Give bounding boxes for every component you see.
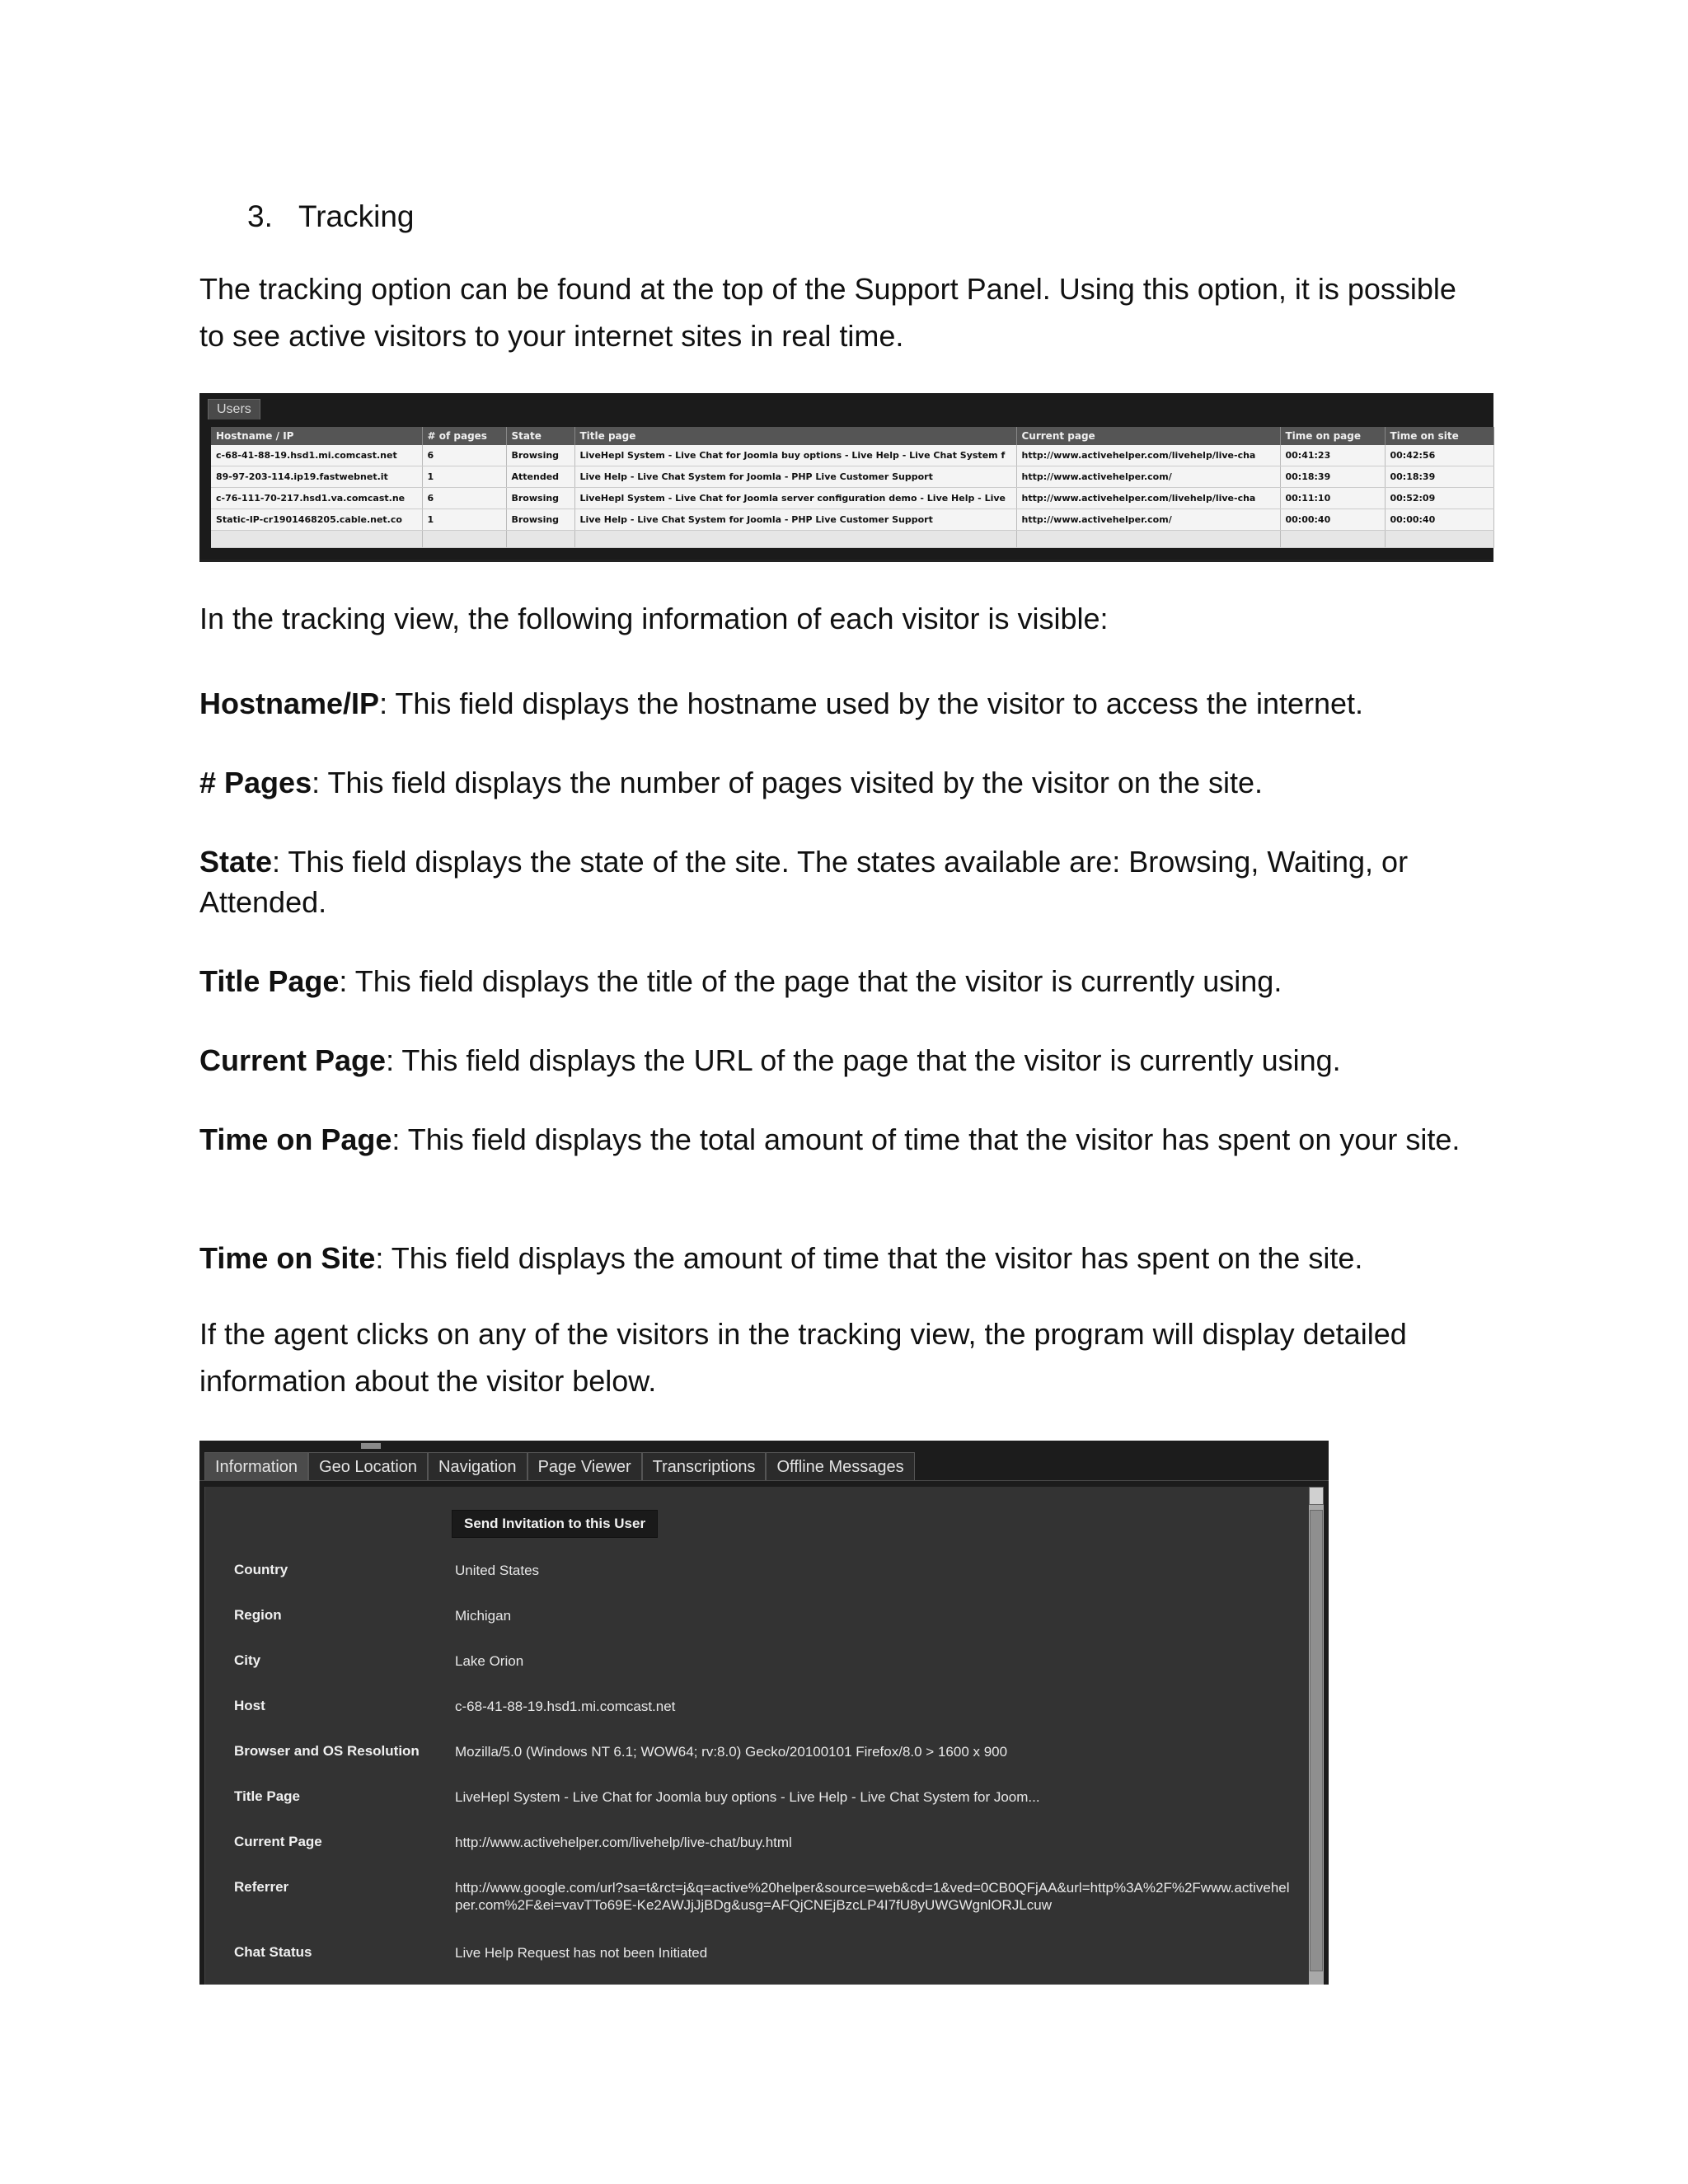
cell-hostname: c-68-41-88-19.hsd1.mi.comcast.net [211, 445, 422, 466]
value-host: c-68-41-88-19.hsd1.mi.comcast.net [455, 1699, 676, 1714]
users-table [211, 427, 1494, 548]
label-title-page: Title Page [234, 1788, 300, 1804]
cell-hostname: Static-IP-cr1901468205.cable.net.co [211, 509, 422, 531]
definition-term: Current Page [199, 1043, 387, 1077]
cell-state: Browsing [506, 509, 574, 531]
label-region: Region [234, 1607, 282, 1623]
table-row[interactable] [211, 488, 1493, 509]
visitor-details-panel [199, 1441, 1329, 1985]
users-tab[interactable]: Users [208, 399, 260, 419]
definition-text: : This field displays the URL of the page that the visitor is currently using. [386, 1043, 1341, 1077]
col-pages[interactable]: # of pages [422, 427, 506, 445]
cell-pages: 6 [422, 488, 506, 509]
section-heading [247, 199, 415, 234]
label-host: Host [234, 1698, 265, 1713]
table-row[interactable] [211, 445, 1493, 466]
cell-time-on-page: 00:11:10 [1280, 488, 1385, 509]
tab-navigation[interactable]: Navigation [428, 1452, 528, 1481]
definition-time-on-page [199, 1119, 1485, 1160]
table-row[interactable] [211, 509, 1493, 531]
cell-hostname: c-76-111-70-217.hsd1.va.comcast.ne [211, 488, 422, 509]
col-title-page[interactable]: Title page [574, 427, 1016, 445]
definition-hostname [199, 683, 1485, 724]
scroll-thumb[interactable] [1310, 1510, 1323, 1971]
cell-title-page: Live Help - Live Chat System for Joomla - PHP Live Customer Support [574, 509, 1016, 531]
table-row-empty [211, 531, 1493, 548]
tab-information[interactable]: Information [204, 1452, 308, 1481]
tab-page-viewer[interactable]: Page Viewer [528, 1452, 642, 1481]
definition-title-page [199, 961, 1485, 1001]
tab-transcriptions[interactable]: Transcriptions [642, 1452, 767, 1481]
tab-offline-messages[interactable]: Offline Messages [766, 1452, 914, 1481]
definition-term: # Pages [199, 766, 312, 799]
cell-state: Browsing [506, 488, 574, 509]
definition-text: : This field displays the number of pages visited by the visitor on the site. [312, 766, 1264, 799]
value-title-page: LiveHepl System - Live Chat for Joomla buy options - Live Help - Live Chat System for Joom... [455, 1789, 1040, 1805]
cell-current-page: http://www.activehelper.com/ [1016, 509, 1280, 531]
col-hostname[interactable]: Hostname / IP [211, 427, 422, 445]
value-chat-status: Live Help Request has not been Initiated [455, 1945, 708, 1961]
cell-time-on-page: 00:18:39 [1280, 466, 1385, 488]
information-body [204, 1487, 1310, 1985]
label-browser-os: Browser and OS Resolution [234, 1743, 420, 1759]
definition-state [199, 841, 1485, 922]
scroll-up-arrow[interactable] [1309, 1487, 1324, 1505]
definition-term: Time on Page [199, 1122, 392, 1156]
details-tabs [204, 1452, 915, 1480]
cell-current-page: http://www.activehelper.com/ [1016, 466, 1280, 488]
cell-state: Browsing [506, 445, 574, 466]
definition-pages [199, 762, 1485, 803]
definition-text: : This field displays the amount of time that the visitor has spent on the site. [375, 1241, 1363, 1275]
users-table-header [211, 427, 1493, 445]
click-note: If the agent clicks on any of the visitors in the tracking view, the program will display detailed information about the visitor below. [199, 1317, 1407, 1398]
cell-current-page: http://www.activehelper.com/livehelp/live-cha [1016, 445, 1280, 466]
col-current-page[interactable]: Current page [1016, 427, 1280, 445]
definition-text: : This field displays the title of the page that the visitor is currently using. [339, 964, 1282, 998]
cell-pages: 6 [422, 445, 506, 466]
view-intro: In the tracking view, the following information of each visitor is visible: [199, 602, 1109, 635]
cell-time-on-site: 00:52:09 [1385, 488, 1493, 509]
cell-current-page: http://www.activehelper.com/livehelp/live-cha [1016, 488, 1280, 509]
intro-paragraph: The tracking option can be found at the top of the Support Panel. Using this option, it is possible to see active visitors to your internet sites in real time. [199, 272, 1456, 353]
label-current-page: Current Page [234, 1834, 322, 1849]
value-browser-os: Mozilla/5.0 (Windows NT 6.1; WOW64; rv:8.0) Gecko/20100101 Firefox/8.0 > 1600 x 900 [455, 1744, 1008, 1760]
col-state[interactable]: State [506, 427, 574, 445]
value-country: United States [455, 1563, 540, 1578]
definition-term: State [199, 845, 273, 879]
table-row[interactable] [211, 466, 1493, 488]
tab-geo-location[interactable]: Geo Location [308, 1452, 428, 1481]
section-number: 3. [247, 199, 273, 233]
value-region: Michigan [455, 1608, 512, 1624]
cell-state: Attended [506, 466, 574, 488]
resize-grip[interactable] [361, 1443, 381, 1449]
cell-time-on-site: 00:42:56 [1385, 445, 1493, 466]
definition-text: : This field displays the state of the site. The states available are: Browsing, Waiting, or Attended. [199, 845, 1409, 919]
users-tracking-panel [199, 393, 1493, 562]
definition-current-page [199, 1040, 1485, 1080]
col-time-on-page[interactable]: Time on page [1280, 427, 1385, 445]
cell-time-on-page: 00:41:23 [1280, 445, 1385, 466]
label-country: Country [234, 1562, 288, 1577]
definition-term: Time on Site [199, 1241, 376, 1275]
section-title: Tracking [298, 199, 415, 233]
cell-hostname: 89-97-203-114.ip19.fastwebnet.it [211, 466, 422, 488]
definition-term: Hostname/IP [199, 687, 380, 720]
cell-pages: 1 [422, 509, 506, 531]
value-current-page: http://www.activehelper.com/livehelp/live-chat/buy.html [455, 1835, 792, 1850]
tabs-divider [199, 1480, 1329, 1481]
label-chat-status: Chat Status [234, 1944, 312, 1960]
definition-term: Title Page [199, 964, 340, 998]
cell-title-page: Live Help - Live Chat System for Joomla - PHP Live Customer Support [574, 466, 1016, 488]
value-referrer: http://www.google.com/url?sa=t&rct=j&q=active%20helper&source=web&cd=1&ved=0CB0QFjAA&url=http%3A%2F%2Fwww.activehelper.com%2F&ei=vavTTo69E-Ke2AWJjJjBDg&usg=AFQjCNEjBzcLP4I7fU8yUWGWgnlORJLcuw [455, 1880, 1290, 1913]
cell-time-on-page: 00:00:40 [1280, 509, 1385, 531]
cell-pages: 1 [422, 466, 506, 488]
send-invitation-button[interactable]: Send Invitation to this User [452, 1510, 658, 1538]
value-city: Lake Orion [455, 1653, 524, 1669]
definition-text: : This field displays the total amount of time that the visitor has spent on your site. [392, 1122, 1461, 1156]
cell-time-on-site: 00:18:39 [1385, 466, 1493, 488]
cell-title-page: LiveHepl System - Live Chat for Joomla server configuration demo - Live Help - Live [574, 488, 1016, 509]
cell-time-on-site: 00:00:40 [1385, 509, 1493, 531]
definition-time-on-site [199, 1238, 1485, 1278]
cell-title-page: LiveHepl System - Live Chat for Joomla buy options - Live Help - Live Chat System f [574, 445, 1016, 466]
definition-text: : This field displays the hostname used by the visitor to access the internet. [379, 687, 1364, 720]
label-referrer: Referrer [234, 1879, 289, 1895]
col-time-on-site[interactable]: Time on site [1385, 427, 1493, 445]
label-city: City [234, 1652, 261, 1668]
